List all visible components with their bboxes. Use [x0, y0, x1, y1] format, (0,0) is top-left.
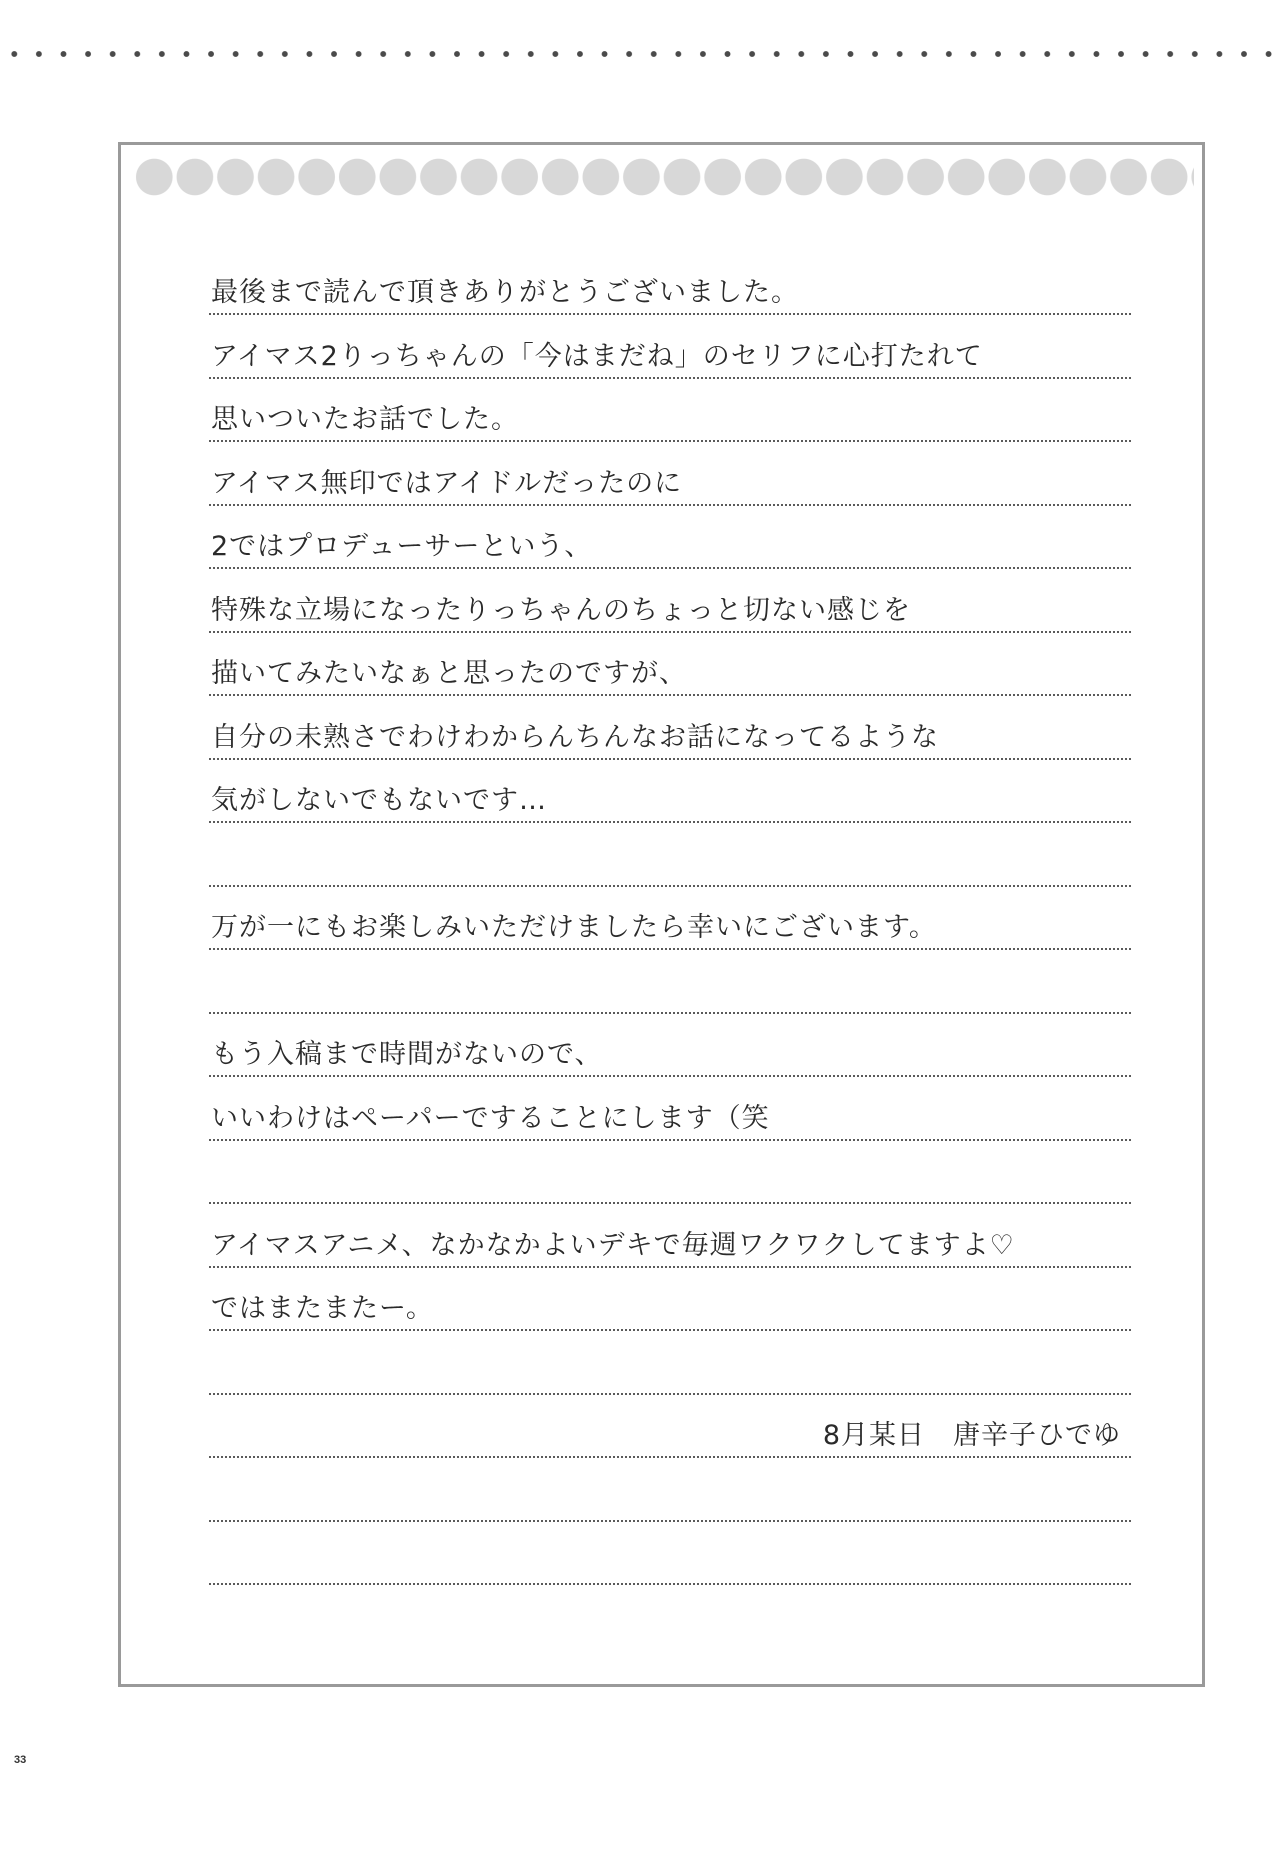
- letter-line-1: [209, 267, 1131, 315]
- letter-line-16: [209, 1220, 1131, 1268]
- letter-line-text: 最後まで読んで頂きありがとうございました。: [211, 277, 799, 308]
- frame-circle-border: [134, 157, 1194, 197]
- letter-line-text: 自分の未熟さでわけわからんちんなお話になってるような: [211, 722, 939, 753]
- letter-line-8: [209, 712, 1131, 760]
- letter-line-text: 特殊な立場になったりっちゃんのちょっと切ない感じを: [211, 595, 911, 626]
- signature-text: 8月某日 唐辛子ひでゆ: [822, 1420, 1121, 1451]
- letter-line-11: [209, 902, 1131, 950]
- letter-line-text: アイマス無印ではアイドルだったのに: [211, 468, 683, 499]
- letter-signature-line: [209, 1410, 1131, 1458]
- letter-line-text: いいわけはペーパーですることにします（笑: [211, 1103, 770, 1134]
- letter-line-4: [209, 458, 1131, 506]
- letter-line-9: [209, 775, 1131, 823]
- letter-line-10: [209, 839, 1131, 887]
- letter-line-text: 万が一にもお楽しみいただけましたら幸いにございます。: [211, 912, 937, 943]
- letter-line-text: アイマスアニメ、なかなかよいデキで毎週ワクワクしてますよ♡: [211, 1230, 1015, 1261]
- letter-line-text: 2ではプロデューサーという、: [211, 531, 593, 562]
- top-dotted-border: [0, 47, 1280, 61]
- letter-line-5: [209, 521, 1131, 569]
- letter-frame: [118, 142, 1205, 1687]
- letter-line-2: [209, 331, 1131, 379]
- letter-line-13: [209, 1029, 1131, 1077]
- letter-line-text: ではまたまたー。: [211, 1293, 434, 1324]
- letter-line-text: 思いついたお話でした。: [211, 404, 519, 435]
- letter-line-7: [209, 648, 1131, 696]
- letter-line-18: [209, 1347, 1131, 1395]
- letter-line-text: もう入稿まで時間がないので、: [211, 1039, 603, 1070]
- letter-line-12: [209, 966, 1131, 1014]
- letter-line-text: アイマス2りっちゃんの「今はまだね」のセリフに心打たれて: [211, 341, 983, 372]
- letter-line-21: [209, 1537, 1131, 1585]
- letter-line-text: 描いてみたいなぁと思ったのですが、: [211, 658, 687, 689]
- letter-line-14: [209, 1093, 1131, 1141]
- page-number: 33: [14, 1754, 27, 1766]
- letter-line-text: 気がしないでもないです…: [211, 785, 547, 816]
- letter-line-17: [209, 1283, 1131, 1331]
- letter-line-6: [209, 585, 1131, 633]
- letter-line-15: [209, 1156, 1131, 1204]
- letter-line-3: [209, 394, 1131, 442]
- letter-line-20: [209, 1474, 1131, 1522]
